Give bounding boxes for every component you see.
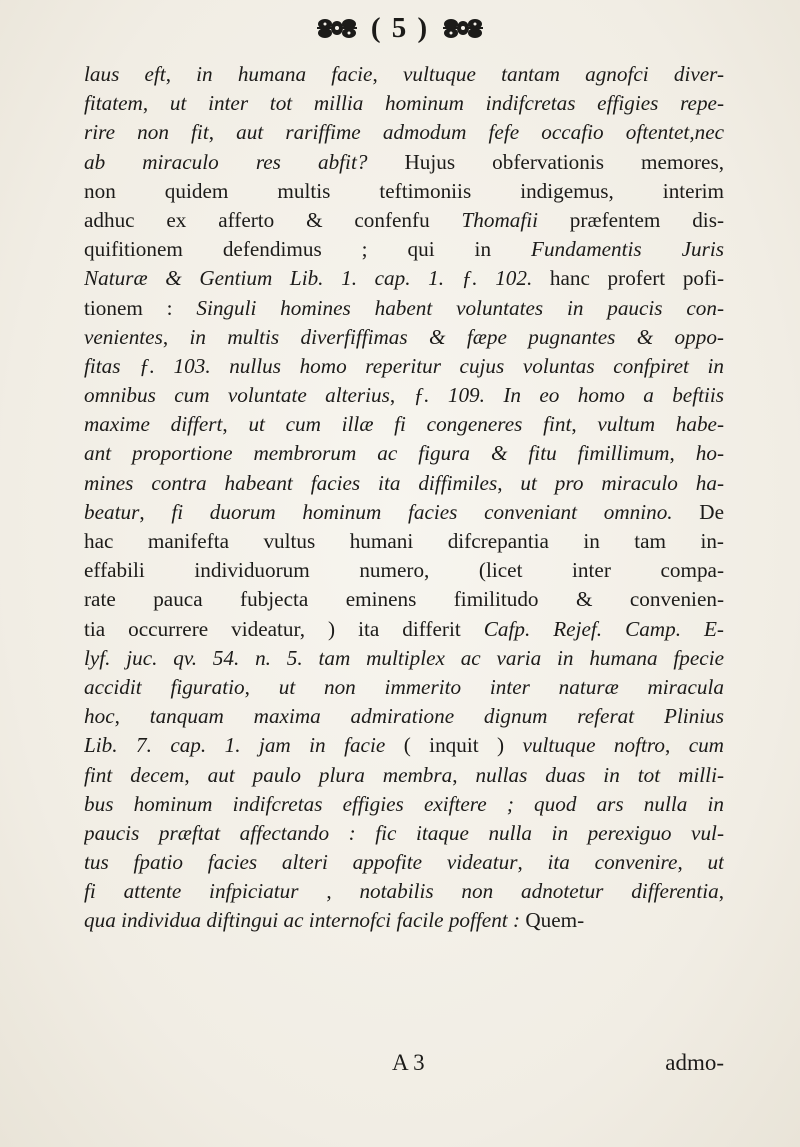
text-segment: ,: [571, 412, 598, 437]
text-segment: De: [672, 499, 724, 524]
text-segment: vultuque tantam agnofci diver-: [402, 62, 724, 86]
text-segment: ut cum illæ fi congeneres fint: [248, 412, 572, 437]
text-line: [84, 206, 724, 235]
text-line: [84, 469, 724, 498]
text-segment: nullas duas in tot milli-: [475, 762, 724, 787]
text-segment: Singuli homines habent voluntates in paucis con-: [196, 295, 724, 320]
text-segment: ,: [389, 383, 414, 408]
text-segment: tanquam maxima admiratione dignum referat Plinius: [149, 704, 724, 729]
text-line: [84, 264, 724, 293]
text-segment: ho-: [695, 441, 724, 466]
text-segment: rire non fit: [84, 120, 209, 145]
text-segment: ,: [142, 91, 170, 116]
text-segment: maxime differt: [84, 412, 223, 437]
text-segment: vultuque noftro: [522, 733, 665, 758]
text-segment: Quem-: [525, 908, 585, 933]
text-segment: ,: [718, 879, 724, 904]
text-segment: in multis diverfiffimas & fæpe pugnantes & oppo-: [189, 324, 724, 349]
text-segment: venientes: [84, 324, 163, 349]
text-segment: ,: [517, 850, 548, 875]
text-segment: tus fpatio facies alteri appofite videatur: [84, 850, 518, 875]
text-segment: aut paulo plura membra: [207, 762, 453, 787]
text-segment: Fundamentis Juris: [531, 237, 724, 262]
text-line: [84, 118, 724, 147]
text-line: [84, 848, 724, 877]
page-header: [0, 8, 800, 48]
text-segment: beatur: [84, 499, 140, 524]
text-segment: fi duorum hominum facies conveniant omnino.: [171, 499, 673, 524]
text-segment: adhuc ex afferto & confenfu: [84, 207, 462, 232]
text-segment: ut: [707, 850, 724, 875]
text-line: [84, 615, 724, 644]
text-line: [84, 439, 724, 468]
text-line: [84, 89, 724, 118]
text-segment: ita convenire: [547, 850, 678, 875]
text-line: [84, 906, 724, 935]
text-line: [84, 731, 724, 760]
text-segment: fint decem: [84, 762, 185, 787]
text-line: [84, 702, 724, 731]
text-segment: hanc profert pofi-: [532, 266, 724, 291]
text-segment: tia occurrere videatur, ) ita differit: [84, 616, 484, 641]
text-segment: ,: [326, 879, 360, 904]
text-line: [84, 673, 724, 702]
text-segment: hoc: [84, 704, 115, 729]
text-segment: effabili individuorum numero, (licet inter compa-: [84, 558, 724, 583]
text-line: [84, 294, 724, 323]
text-segment: non quidem multis teftimoniis indigemus, interim: [84, 178, 724, 203]
text-line: [84, 381, 724, 410]
text-segment: ( inquit ): [385, 733, 523, 758]
text-segment: laus eft: [84, 62, 166, 86]
text-segment: notabilis non adnotetur differentia: [359, 879, 719, 904]
text-segment: ,: [664, 733, 689, 758]
text-segment: ,: [669, 441, 696, 466]
floral-ornament-icon: [441, 15, 485, 41]
text-segment: præfentem dis-: [538, 207, 724, 232]
text-segment: ,: [114, 704, 150, 729]
text-segment: ,: [244, 674, 279, 699]
page-footer: [84, 1050, 724, 1080]
text-segment: Lib. 7. cap. 1. jam in facie: [84, 733, 386, 758]
text-segment: ,: [165, 62, 197, 86]
text-segment: in humana facie: [196, 62, 373, 86]
text-segment: ut non immerito inter naturæ miracula: [278, 674, 724, 699]
text-line: [84, 323, 724, 352]
text-segment: bus hominum indifcretas effigies exiftere ; quod ars nulla in: [84, 791, 724, 816]
text-line: [84, 761, 724, 790]
text-segment: rate pauca fubjecta eminens fimilitudo & convenien-: [84, 587, 724, 612]
text-segment: nec: [694, 120, 724, 145]
body-text: [84, 60, 724, 936]
text-line: [84, 177, 724, 206]
text-segment: lyf. juc. qv. 54. n. 5. tam multiplex ac varia in humana fpecie: [84, 645, 724, 670]
text-line: [84, 877, 724, 906]
text-segment: vultum habe-: [597, 412, 724, 437]
text-segment: ,: [689, 120, 695, 145]
text-segment: fitatem: [84, 91, 143, 116]
text-segment: ut pro miraculo ha-: [520, 470, 724, 495]
signature-mark: A 3: [392, 1050, 425, 1075]
text-line: [84, 819, 724, 848]
catchword: admo-: [665, 1050, 724, 1075]
text-segment: ,: [452, 762, 476, 787]
text-segment: ut inter tot millia hominum indifcretas effigies repe-: [169, 91, 724, 116]
text-segment: fitas ƒ. 103. nullus homo reperitur cujus voluntas confpiret in: [84, 353, 724, 378]
text-line: [84, 235, 724, 264]
text-segment: ,: [222, 412, 249, 437]
text-line: [84, 556, 724, 585]
text-segment: Hujus obfervationis memores,: [367, 149, 724, 174]
text-segment: Thomafii: [461, 207, 538, 232]
text-line: [84, 60, 724, 89]
floral-ornament-icon: [315, 15, 359, 41]
text-segment: hac manifefta vultus humani difcrepantia in tam in-: [84, 529, 724, 553]
text-line: [84, 148, 724, 177]
text-line: [84, 527, 724, 556]
text-segment: ƒ. 109. In eo homo a beftiis: [413, 383, 724, 408]
text-line: [84, 498, 724, 527]
text-line: [84, 790, 724, 819]
text-segment: Naturæ & Gentium Lib. 1. cap. 1. ƒ. 102.: [84, 266, 533, 291]
text-segment: omnibus cum voluntate alterius: [84, 383, 390, 408]
text-line: [84, 644, 724, 673]
text-segment: mines contra habeant facies ita diffimiles: [84, 470, 498, 495]
text-segment: aut rariffime admodum fefe occafio oftentet: [236, 120, 690, 145]
text-segment: tionem :: [84, 295, 197, 320]
text-line: [84, 352, 724, 381]
text-segment: ,: [139, 499, 172, 524]
text-segment: ant proportione membrorum ac figura & fitu fimillimum: [84, 441, 670, 466]
text-line: [84, 410, 724, 439]
text-segment: fi attente infpiciatur: [84, 879, 327, 904]
text-segment: ,: [372, 62, 403, 86]
text-segment: cum: [688, 733, 724, 758]
text-segment: ,: [677, 850, 708, 875]
text-segment: accidit figuratio: [84, 674, 245, 699]
text-segment: ,: [208, 120, 237, 145]
text-segment: ,: [162, 324, 190, 349]
text-segment: ab miraculo res abfit?: [84, 149, 368, 174]
text-line: [84, 585, 724, 614]
text-segment: qua individua diftingui ac internofci facile poffent :: [84, 908, 526, 933]
page-number: ( 5 ): [370, 11, 430, 44]
text-segment: paucis præftat affectando : fic itaque nulla in perexiguo vul-: [84, 820, 724, 845]
text-segment: ,: [497, 470, 521, 495]
text-segment: Cafp. Rejef. Camp. E-: [483, 616, 724, 641]
text-segment: quifitionem defendimus ; qui in: [84, 237, 532, 262]
text-segment: ,: [184, 762, 208, 787]
